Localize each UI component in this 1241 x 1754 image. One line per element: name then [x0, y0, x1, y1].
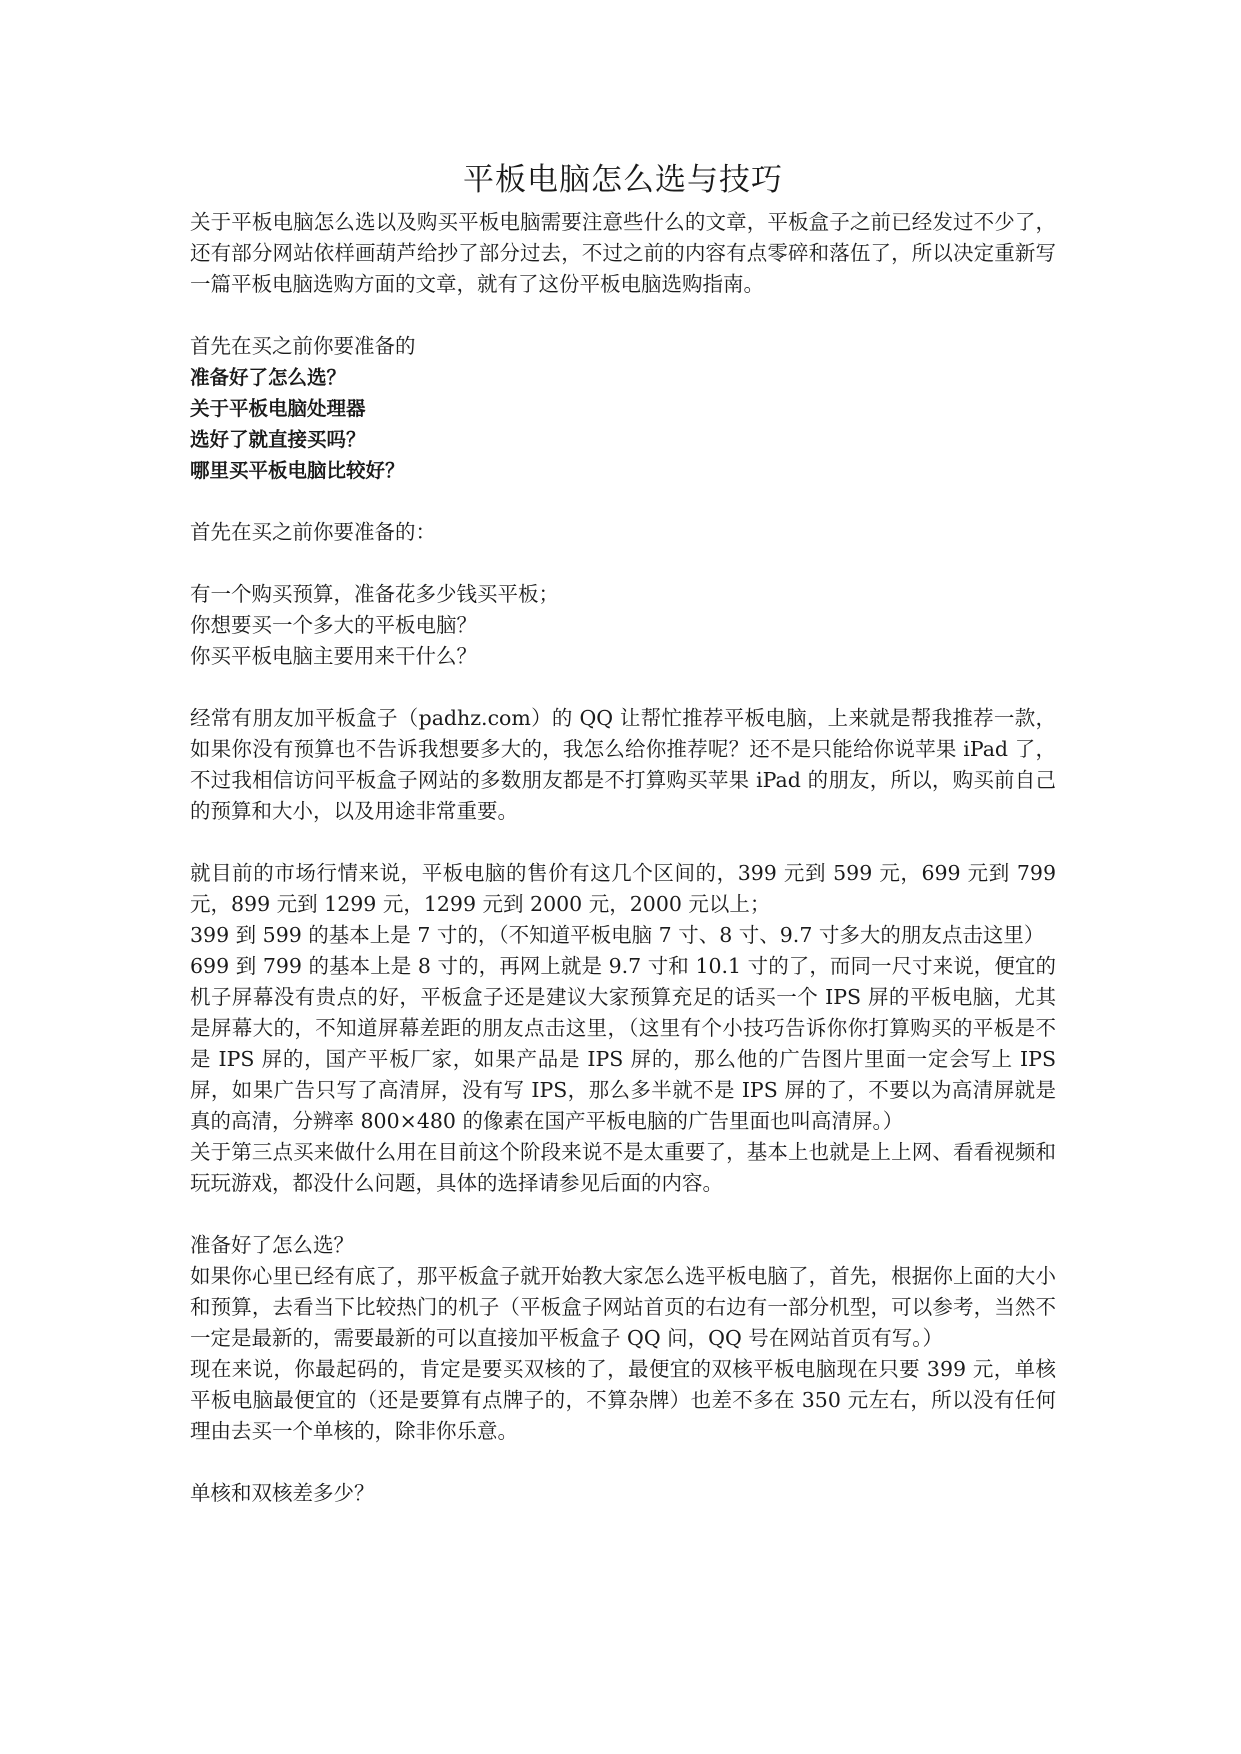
paragraph-399-range: 399 到 599 的基本上是 7 寸的，（不知道平板电脑 7 寸、8 寸、9.7 寸多大的朋友点击这里） — [190, 923, 1045, 947]
paragraph-price-range: 就目前的市场行情来说，平板电脑的售价有这几个区间的，399 元到 599 元，699 元到 799 元，899 元到 1299 元，1299 元到 2000 元，2000 元以上； — [190, 861, 1056, 916]
spacer — [190, 1447, 1056, 1478]
table-of-contents — [190, 362, 1056, 486]
spacer — [190, 486, 1056, 517]
paragraph-third-point: 关于第三点买来做什么用在目前这个阶段来说不是太重要了，基本上也就是上上网、看看视频和玩玩游戏，都没什么问题，具体的选择请参见后面的内容。 — [190, 1140, 1056, 1195]
toc-heading: 首先在买之前你要准备的 — [190, 334, 416, 358]
toc-link-where-to-buy[interactable]: 哪里买平板电脑比较好？ — [190, 459, 405, 482]
paragraph-dual-core: 现在来说，你最起码的，肯定是要买双核的了，最便宜的双核平板电脑现在只要 399 元，单核平板电脑最便宜的（还是要算有点牌子的，不算杂牌）也差不多在 350 元左右，所以没有任何理由去买一个单核的，除非你乐意。 — [190, 1357, 1056, 1443]
section-heading-prepare: 首先在买之前你要准备的： — [190, 520, 436, 544]
section-heading-core-difference: 单核和双核差多少？ — [190, 1481, 375, 1505]
paragraph-ready: 如果你心里已经有底了，那平板盒子就开始教大家怎么选平板电脑了，首先，根据你上面的大小和预算，去看当下比较热门的机子（平板盒子网站首页的右边有一部分机型，可以参考，当然不一定是最新的，需要最新的可以直接加平板盒子 QQ 问，QQ 号在网站首页有写。） — [190, 1264, 1056, 1350]
intro-paragraph: 关于平板电脑怎么选以及购买平板电脑需要注意些什么的文章，平板盒子之前已经发过不少了，还有部分网站依样画葫芦给抄了部分过去，不过之前的内容有点零碎和落伍了，所以决定重新写一篇平板电脑选购方面的文章，就有了这份平板电脑选购指南。 — [190, 210, 1056, 296]
spacer — [190, 548, 1056, 579]
spacer — [190, 1199, 1056, 1230]
spacer — [190, 672, 1056, 703]
spacer — [190, 827, 1056, 858]
document-page — [190, 158, 1056, 1509]
question-list — [190, 579, 1056, 672]
section-heading-ready: 准备好了怎么选？ — [190, 1233, 354, 1257]
toc-link-processor[interactable]: 关于平板电脑处理器 — [190, 397, 366, 420]
toc-link-ready[interactable]: 准备好了怎么选？ — [190, 366, 347, 389]
paragraph-qq-recommend: 经常有朋友加平板盒子（padhz.com）的 QQ 让帮忙推荐平板电脑，上来就是帮我推荐一款，如果你没有预算也不告诉我想要多大的，我怎么给你推荐呢？还不是只能给你说苹果 iPad 了，不过我相信访问平板盒子网站的多数朋友都是不打算购买苹果 iPad 的朋友，所以，购买前自己的预算和大小，以及用途非常重要。 — [190, 706, 1056, 823]
document-title: 平板电脑怎么选与技巧 — [463, 162, 783, 198]
question-usage: 你买平板电脑主要用来干什么？ — [190, 644, 477, 668]
paragraph-699-range: 699 到 799 的基本上是 8 寸的，再网上就是 9.7 寸和 10.1 寸的了，而同一尺寸来说，便宜的机子屏幕没有贵点的好，平板盒子还是建议大家预算充足的话买一个 IPS 屏的平板电脑，尤其是屏幕大的，不知道屏幕差距的朋友点击这里，（这里有个小技巧告诉你你打算购买的平板是不是 IPS 屏的，国产平板厂家，如果产品是 IPS 屏的，那么他的广告图片里面一定会写上 IPS 屏，如果广告只写了高清屏，没有写 IPS，那么多半就不是 IPS 屏的了，不要以为高清屏就是真的高清，分辨率 800×480 的像素在国产平板电脑的广告里面也叫高清屏。） — [190, 954, 1056, 1133]
question-size: 你想要买一个多大的平板电脑？ — [190, 613, 477, 637]
spacer — [190, 300, 1056, 331]
toc-link-buy-directly[interactable]: 选好了就直接买吗？ — [190, 428, 366, 451]
question-budget: 有一个购买预算，准备花多少钱买平板； — [190, 582, 559, 606]
